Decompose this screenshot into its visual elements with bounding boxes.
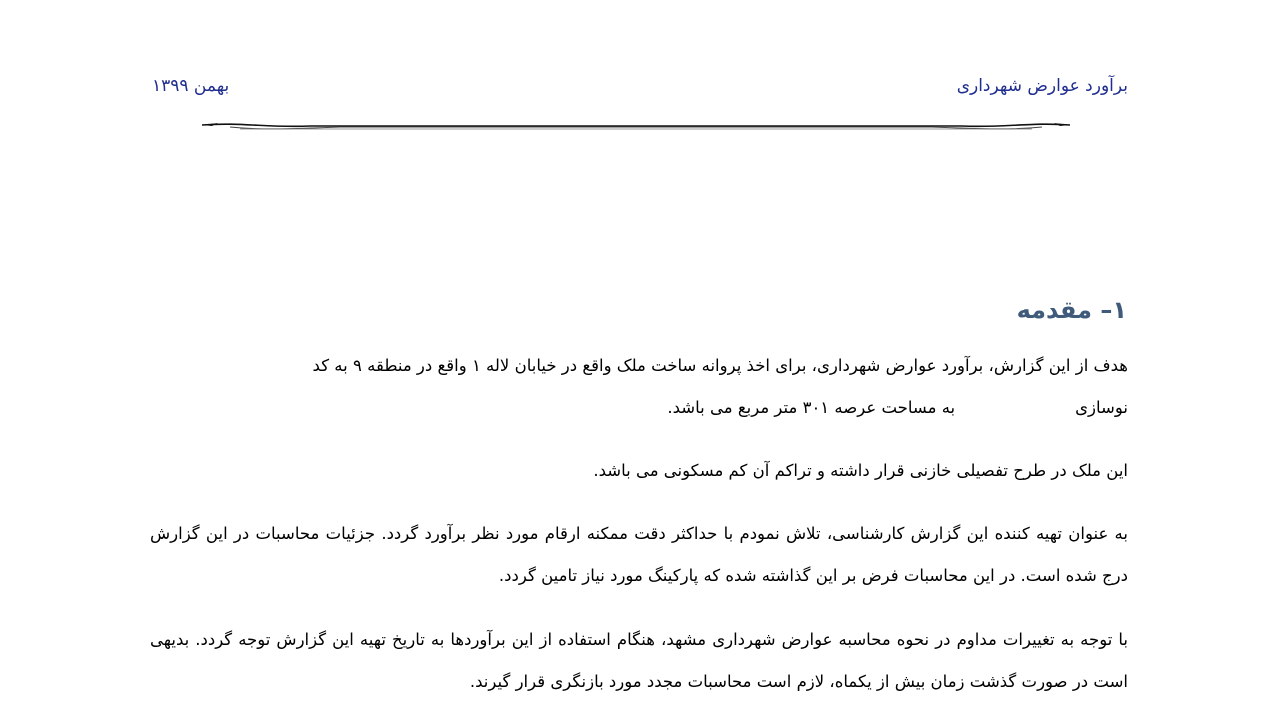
header-divider (200, 118, 1072, 134)
paragraph-text: نوسازی (1075, 398, 1128, 417)
intro-paragraph-method: به عنوان تهیه کننده این گزارش کارشناسی، تلاش نمودم با حداکثر دقت ممکنه ارقام مورد نظر برآورد گردد. جزئیات محاسبات در این گزارش درج شده است. در این محاسبات فرض بر این گذاشته شده که پارکینگ مورد نیاز تامین گردد. (150, 524, 1128, 585)
intro-paragraph-zoning: این ملک در طرح تفصیلی خازنی قرار داشته و تراکم آن کم مسکونی می باشد. (593, 461, 1128, 480)
header-date: بهمن ۱۳۹۹ (152, 76, 230, 96)
intro-paragraph-purpose (150, 345, 1128, 429)
header-title: برآورد عوارض شهرداری (956, 76, 1128, 96)
paragraph-text: به مساحت عرصه ۳۰۱ متر مربع می باشد. (667, 398, 956, 417)
section-heading: ۱– مقدمه (1016, 296, 1127, 324)
intro-paragraph-disclaimer: با توجه به تغییرات مداوم در نحوه محاسبه عوارض شهرداری مشهد، هنگام استفاده از این برآوردها به تاریخ تهیه این گزارش توجه گردد. بدیهی است در صورت گذشت زمان بیش از یکماه، لازم است محاسبات مجدد مورد بازنگری قرار گیرند. (150, 630, 1128, 691)
paragraph-line: هدف از این گزارش، برآورد عوارض شهرداری، برای اخذ پروانه ساخت ملک واقع در خیابان لاله ۱ واقع در منطقه ۹ به کد (312, 356, 1128, 375)
